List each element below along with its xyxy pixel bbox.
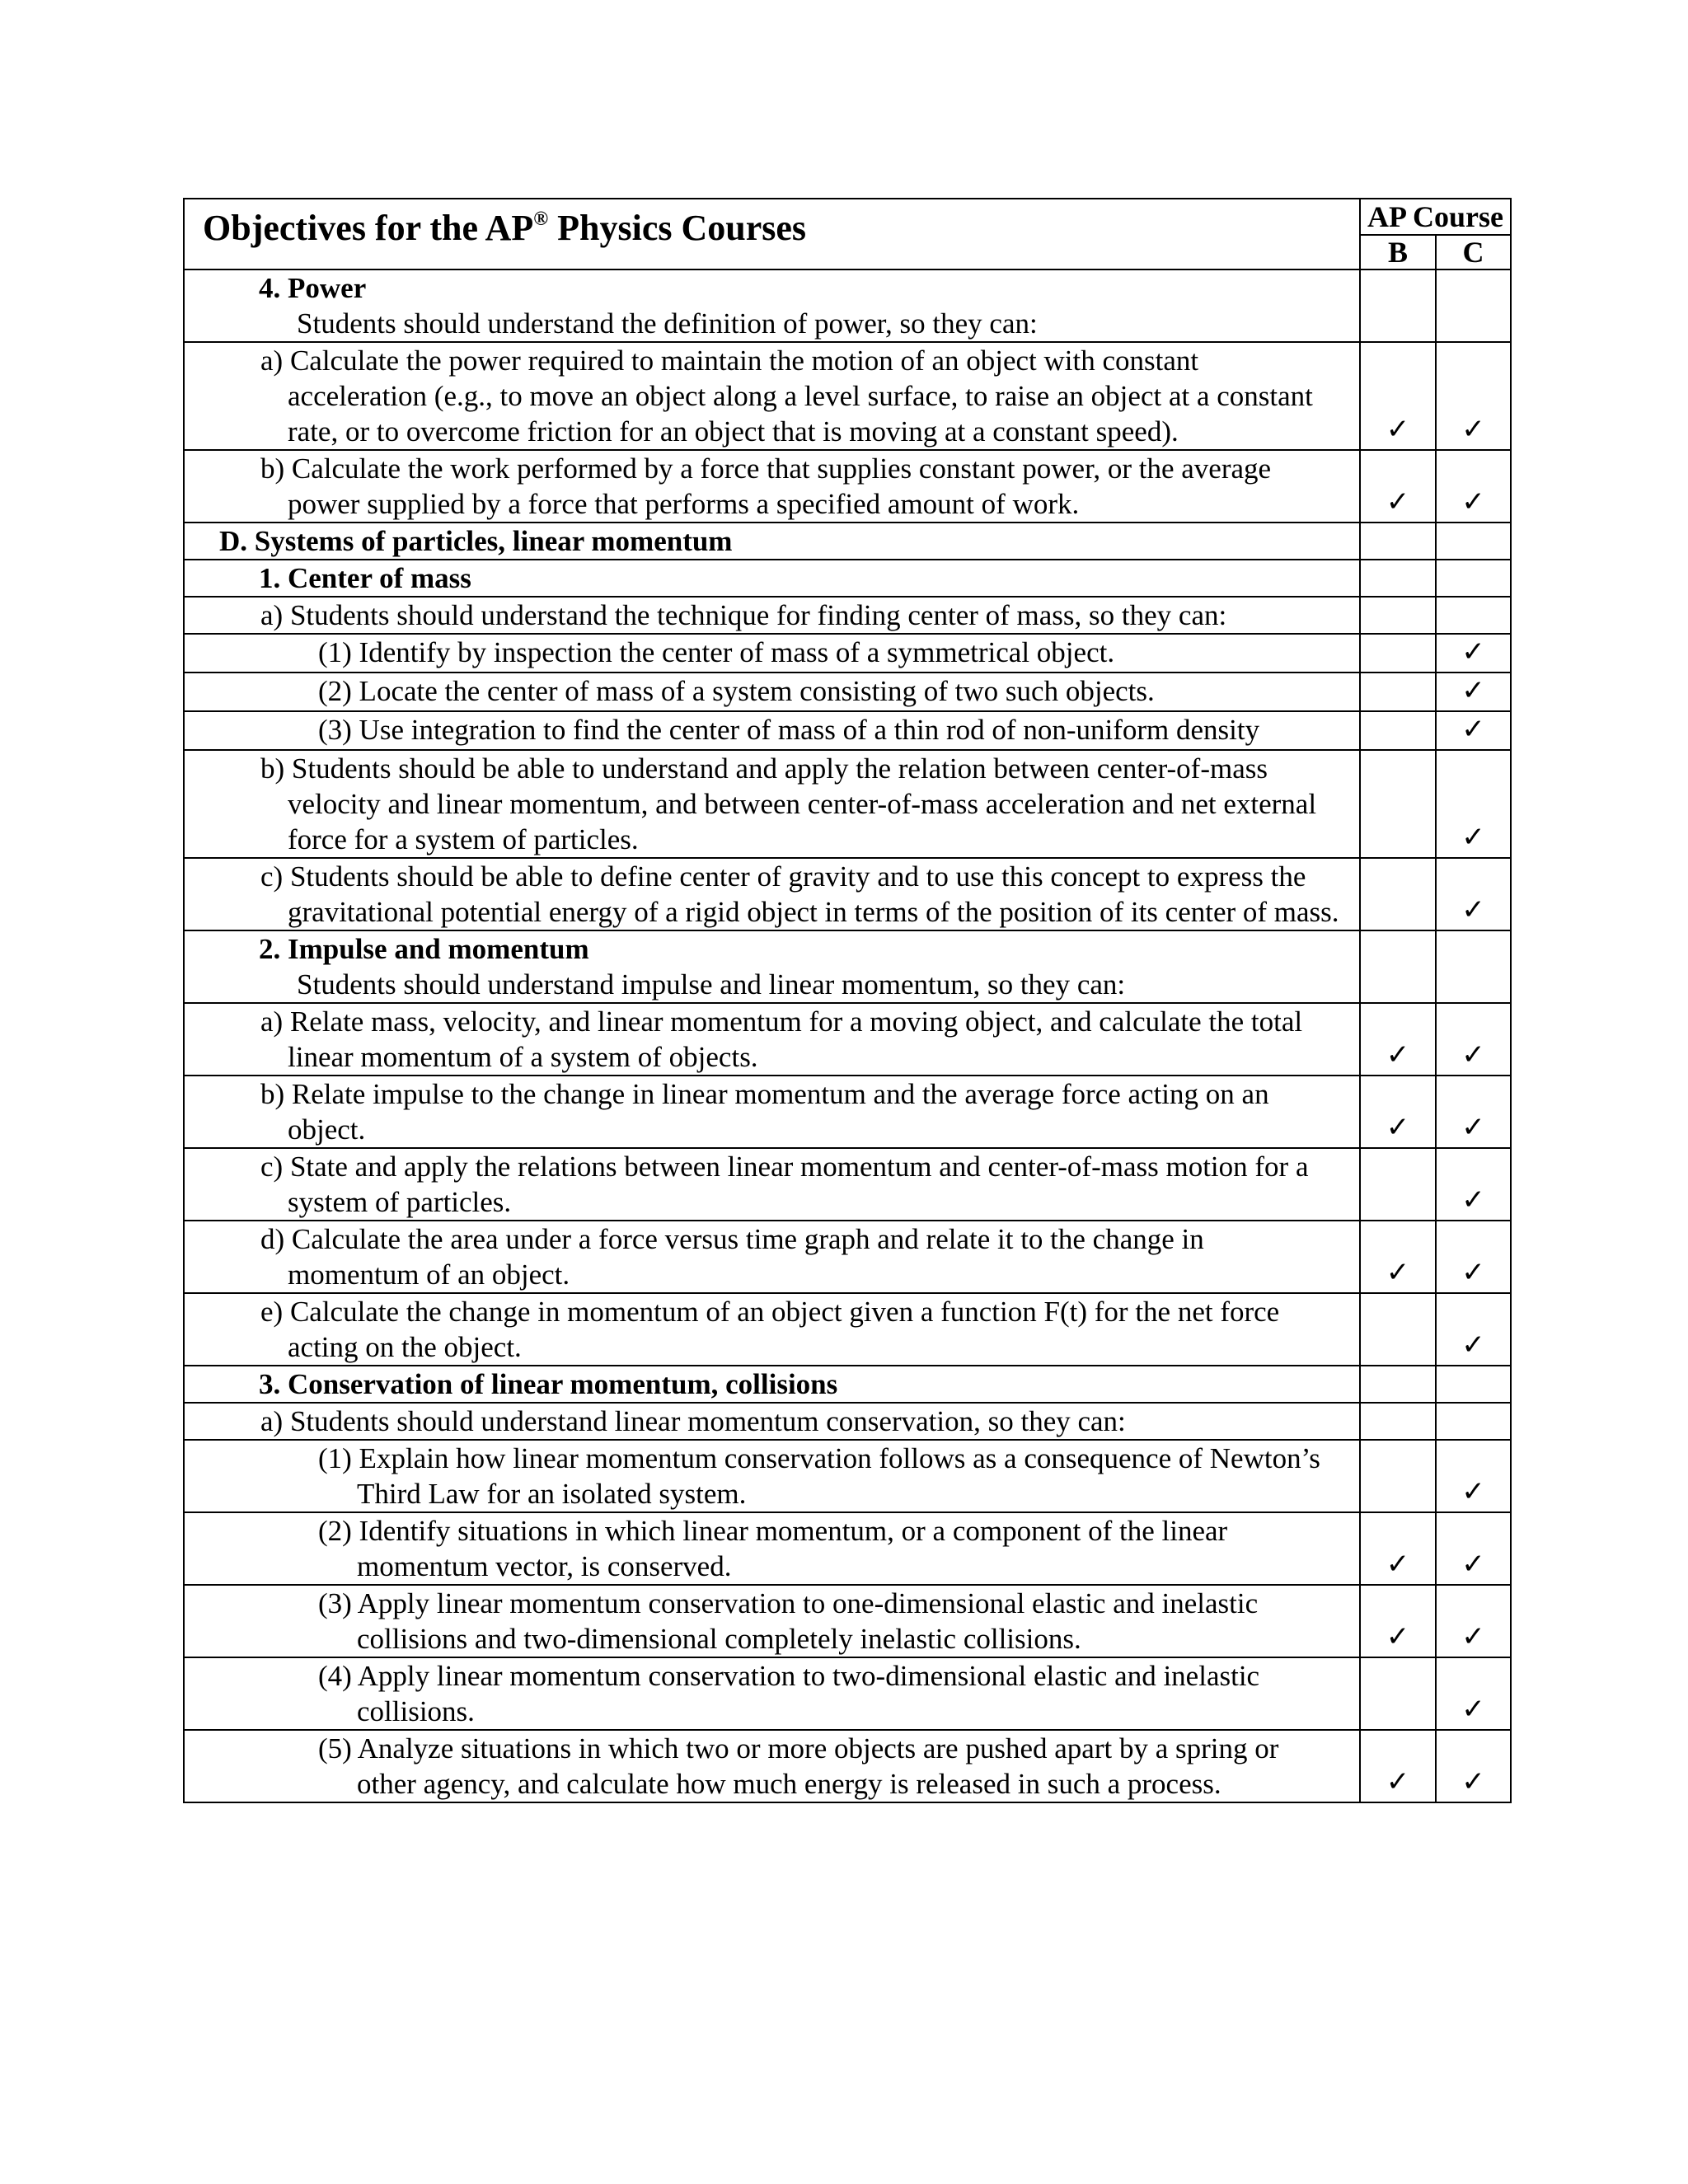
check-cell-b: [1360, 597, 1436, 634]
check-cell-c: [1436, 1657, 1511, 1730]
check-mark-icon: ✓: [1386, 485, 1410, 518]
table-row: [184, 858, 1511, 930]
objective-text: b) Relate impulse to the change in linear momentum and the average force acting on an object.: [260, 1078, 1269, 1146]
objective-text: c) Students should be able to define center of gravity and to use this concept to express the gravitational potential energy of a rigid object in terms of the position of its center of mass.: [260, 860, 1339, 928]
check-cell-b: [1360, 711, 1436, 750]
objective-cell: [184, 450, 1360, 523]
objective-cell: [184, 1657, 1360, 1730]
check-cell-c: [1436, 673, 1511, 711]
table-row: [184, 1293, 1511, 1366]
intro-text: Students should understand the definition of power, so they can:: [297, 307, 1038, 340]
objective-cell: [184, 269, 1360, 342]
check-mark-icon: ✓: [1461, 821, 1485, 854]
check-cell-b: [1360, 1657, 1436, 1730]
table-row: [184, 673, 1511, 711]
check-cell-b: [1360, 342, 1436, 450]
check-cell-c: [1436, 450, 1511, 523]
check-mark-icon: ✓: [1386, 1620, 1410, 1653]
table-row: [184, 523, 1511, 560]
section-heading: D. Systems of particles, linear momentum: [219, 525, 733, 557]
check-cell-c: [1436, 634, 1511, 673]
check-cell-b: [1360, 750, 1436, 858]
check-cell-b: [1360, 560, 1436, 597]
check-mark-icon: ✓: [1461, 1111, 1485, 1144]
check-mark-icon: ✓: [1461, 1329, 1485, 1361]
column-c-header: C: [1436, 235, 1511, 269]
table-row: [184, 1366, 1511, 1403]
table-row: [184, 1585, 1511, 1657]
check-mark-icon: ✓: [1386, 1548, 1410, 1581]
objective-cell: [184, 673, 1360, 711]
table-row: [184, 1221, 1511, 1293]
objective-text: a) Calculate the power required to maintain the motion of an object with constant acceleration (e.g., to move an object along a level surface, to raise an object at a constant rate, or to overcome friction for an object that is moving at a constant speed).: [260, 344, 1313, 448]
check-cell-b: [1360, 269, 1436, 342]
check-mark-icon: ✓: [1461, 713, 1485, 746]
check-cell-b: [1360, 930, 1436, 1003]
objective-text: (2) Identify situations in which linear momentum, or a component of the linear momentum vector, is conserved.: [318, 1515, 1228, 1582]
table-row: [184, 597, 1511, 634]
table-row: [184, 1512, 1511, 1585]
table-row: [184, 1003, 1511, 1076]
objective-text: (5) Analyze situations in which two or more objects are pushed apart by a spring or other agency, and calculate how much energy is released in such a process.: [318, 1732, 1279, 1800]
check-cell-b: [1360, 1366, 1436, 1403]
check-mark-icon: ✓: [1461, 1038, 1485, 1071]
table-row: [184, 634, 1511, 673]
check-mark-icon: ✓: [1386, 413, 1410, 446]
check-cell-c: [1436, 1512, 1511, 1585]
table-row: [184, 1657, 1511, 1730]
objective-text: (1) Explain how linear momentum conservation follows as a consequence of Newton’s Third Law for an isolated system.: [318, 1442, 1320, 1510]
check-cell-c: [1436, 858, 1511, 930]
title-text: Objectives for the AP: [203, 208, 534, 248]
objective-cell: [184, 634, 1360, 673]
objective-cell: [184, 523, 1360, 560]
check-cell-b: [1360, 1076, 1436, 1148]
check-cell-b: [1360, 634, 1436, 673]
objectives-table: [183, 198, 1512, 1803]
check-cell-b: [1360, 1440, 1436, 1512]
objectives-table-wrapper: [183, 198, 1510, 1803]
objective-text: d) Calculate the area under a force versus time graph and relate it to the change in momentum of an object.: [260, 1223, 1204, 1291]
check-mark-icon: ✓: [1461, 1475, 1485, 1508]
check-cell-b: [1360, 1730, 1436, 1802]
table-row: [184, 342, 1511, 450]
page-title: [184, 199, 1360, 269]
check-cell-b: [1360, 523, 1436, 560]
objective-cell: [184, 342, 1360, 450]
objective-cell: [184, 858, 1360, 930]
table-row: [184, 1403, 1511, 1440]
check-cell-c: [1436, 1585, 1511, 1657]
table-row: [184, 1076, 1511, 1148]
table-row: [184, 269, 1511, 342]
check-cell-b: [1360, 1148, 1436, 1221]
objective-cell: [184, 597, 1360, 634]
table-row: [184, 560, 1511, 597]
table-row: [184, 450, 1511, 523]
check-mark-icon: ✓: [1461, 1256, 1485, 1289]
objective-text: a) Students should understand the technique for finding center of mass, so they can:: [260, 599, 1227, 631]
check-mark-icon: ✓: [1461, 413, 1485, 446]
check-cell-c: [1436, 1293, 1511, 1366]
objective-text: (4) Apply linear momentum conservation to two-dimensional elastic and inelastic collisions.: [318, 1660, 1260, 1727]
check-cell-b: [1360, 1221, 1436, 1293]
objective-cell: [184, 1585, 1360, 1657]
column-b-header: B: [1360, 235, 1436, 269]
check-cell-c: [1436, 560, 1511, 597]
check-mark-icon: ✓: [1461, 635, 1485, 668]
objective-cell: [184, 1512, 1360, 1585]
check-cell-b: [1360, 450, 1436, 523]
objective-cell: [184, 1440, 1360, 1512]
objectives-body: [184, 269, 1511, 1802]
objective-cell: [184, 1366, 1360, 1403]
objective-cell: [184, 1148, 1360, 1221]
check-cell-c: [1436, 269, 1511, 342]
check-mark-icon: ✓: [1461, 1765, 1485, 1798]
objective-text: (2) Locate the center of mass of a system consisting of two such objects.: [318, 675, 1155, 707]
table-row: [184, 930, 1511, 1003]
table-row: [184, 1148, 1511, 1221]
objective-text: (3) Apply linear momentum conservation to one-dimensional elastic and inelastic collisions and two-dimensional completely inelastic collisions.: [318, 1587, 1259, 1655]
check-cell-c: [1436, 930, 1511, 1003]
objective-text: e) Calculate the change in momentum of an object given a function F(t) for the net force acting on the object.: [260, 1296, 1280, 1363]
objective-cell: [184, 711, 1360, 750]
check-cell-c: [1436, 711, 1511, 750]
objective-text: c) State and apply the relations between linear momentum and center-of-mass motion for a system of particles.: [260, 1151, 1309, 1218]
subsection-heading: 2. Impulse and momentum: [259, 933, 589, 965]
subsection-heading: 4. Power: [259, 272, 367, 304]
objective-cell: [184, 1403, 1360, 1440]
check-cell-c: [1436, 1221, 1511, 1293]
check-cell-c: [1436, 1148, 1511, 1221]
objective-cell: [184, 930, 1360, 1003]
subsection-heading: 1. Center of mass: [259, 562, 471, 594]
objective-cell: [184, 560, 1360, 597]
check-cell-c: [1436, 597, 1511, 634]
objective-text: (1) Identify by inspection the center of mass of a symmetrical object.: [318, 636, 1115, 668]
objective-cell: [184, 1221, 1360, 1293]
check-mark-icon: ✓: [1461, 1548, 1485, 1581]
check-mark-icon: ✓: [1461, 674, 1485, 707]
check-mark-icon: ✓: [1386, 1765, 1410, 1798]
check-cell-c: [1436, 1076, 1511, 1148]
check-cell-b: [1360, 1403, 1436, 1440]
check-mark-icon: ✓: [1386, 1111, 1410, 1144]
check-mark-icon: ✓: [1386, 1038, 1410, 1071]
table-row: [184, 1730, 1511, 1802]
check-cell-b: [1360, 1512, 1436, 1585]
title-text-after: Physics Courses: [548, 208, 807, 248]
objective-text: b) Calculate the work performed by a force that supplies constant power, or the average power supplied by a force that performs a specified amount of work.: [260, 452, 1272, 520]
subsection-heading: 3. Conservation of linear momentum, collisions: [259, 1368, 838, 1400]
objective-cell: [184, 1076, 1360, 1148]
check-mark-icon: ✓: [1386, 1256, 1410, 1289]
check-mark-icon: ✓: [1461, 1183, 1485, 1216]
table-row: [184, 1440, 1511, 1512]
check-cell-b: [1360, 1293, 1436, 1366]
check-cell-b: [1360, 1003, 1436, 1076]
check-mark-icon: ✓: [1461, 485, 1485, 518]
check-cell-c: [1436, 523, 1511, 560]
objective-text: b) Students should be able to understand and apply the relation between center-of-mass velocity and linear momentum, and between center-of-mass acceleration and net external force for a system of particles.: [260, 752, 1317, 855]
check-cell-c: [1436, 1003, 1511, 1076]
registered-mark: ®: [533, 209, 549, 230]
table-row: [184, 750, 1511, 858]
objective-cell: [184, 750, 1360, 858]
check-cell-c: [1436, 1366, 1511, 1403]
objective-cell: [184, 1003, 1360, 1076]
ap-course-header: AP Course: [1360, 199, 1511, 235]
intro-text: Students should understand impulse and linear momentum, so they can:: [297, 968, 1126, 1001]
objective-text: a) Students should understand linear momentum conservation, so they can:: [260, 1405, 1126, 1437]
check-cell-b: [1360, 1585, 1436, 1657]
table-row: [184, 711, 1511, 750]
objective-cell: [184, 1293, 1360, 1366]
check-cell-c: [1436, 1440, 1511, 1512]
objective-text: a) Relate mass, velocity, and linear momentum for a moving object, and calculate the total linear momentum of a system of objects.: [260, 1005, 1303, 1073]
objective-cell: [184, 1730, 1360, 1802]
objective-text: (3) Use integration to find the center of mass of a thin rod of non-uniform density: [318, 714, 1260, 746]
check-cell-c: [1436, 750, 1511, 858]
check-mark-icon: ✓: [1461, 893, 1485, 926]
check-cell-b: [1360, 673, 1436, 711]
check-mark-icon: ✓: [1461, 1620, 1485, 1653]
check-cell-b: [1360, 858, 1436, 930]
check-cell-c: [1436, 1730, 1511, 1802]
check-cell-c: [1436, 1403, 1511, 1440]
check-cell-c: [1436, 342, 1511, 450]
check-mark-icon: ✓: [1461, 1693, 1485, 1726]
